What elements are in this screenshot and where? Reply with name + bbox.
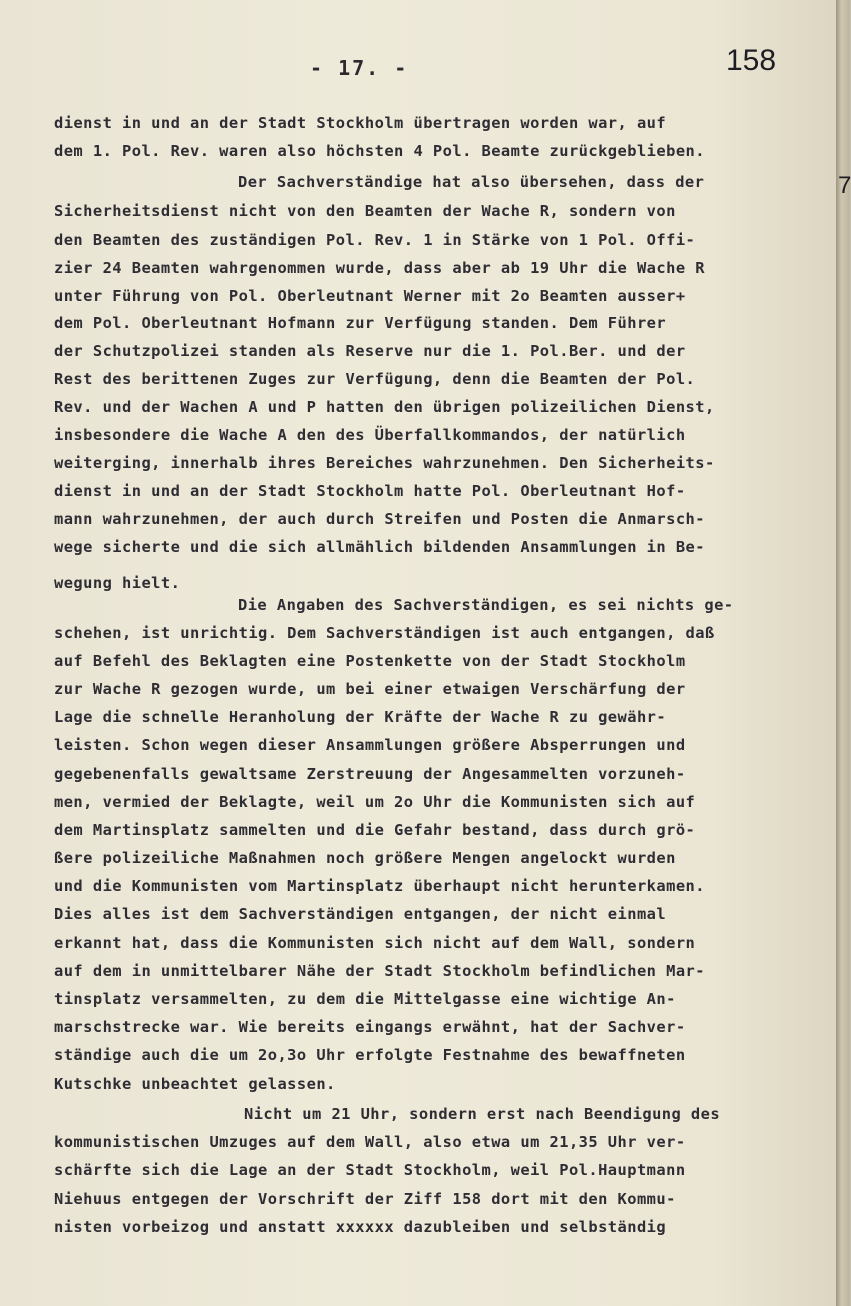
text-line: tinsplatz versammelten, zu dem die Mittelgasse eine wichtige An- xyxy=(54,990,676,1008)
text-line: der Schutzpolizei standen als Reserve nur die 1. Pol.Ber. und der xyxy=(54,342,686,360)
text-line: kommunistischen Umzuges auf dem Wall, also etwa um 21,35 Uhr ver- xyxy=(54,1133,686,1151)
text-line: wegung hielt. xyxy=(54,574,181,592)
text-line: auf dem in unmittelbarer Nähe der Stadt Stockholm befindlichen Mar- xyxy=(54,962,705,980)
text-line: Sicherheitsdienst nicht von den Beamten der Wache R, sondern von xyxy=(54,202,676,220)
text-line: dienst in und an der Stadt Stockholm hatte Pol. Oberleutnant Hof- xyxy=(54,482,686,500)
text-line: insbesondere die Wache A den des Überfallkommandos, der natürlich xyxy=(54,426,686,444)
text-line: Lage die schnelle Heranholung der Kräfte der Wache R zu gewähr- xyxy=(54,708,667,726)
text-line: Dies alles ist dem Sachverständigen entgangen, der nicht einmal xyxy=(54,905,667,923)
text-line: unter Führung von Pol. Oberleutnant Werner mit 2o Beamten ausser+ xyxy=(54,287,686,305)
text-line: zier 24 Beamten wahrgenommen wurde, dass aber ab 19 Uhr die Wache R xyxy=(54,259,705,277)
text-line: Der Sachverständige hat also übersehen, dass der xyxy=(238,173,705,191)
page-number: - 17. - xyxy=(310,56,409,80)
text-line: dem 1. Pol. Rev. waren also höchsten 4 Pol. Beamte zurückgeblieben. xyxy=(54,142,705,160)
text-line: ßere polizeiliche Maßnahmen noch größere Mengen angelockt wurden xyxy=(54,849,676,867)
text-line: Die Angaben des Sachverständigen, es sei nichts ge- xyxy=(238,596,734,614)
text-line: men, vermied der Beklagte, weil um 2o Uhr die Kommunisten sich auf xyxy=(54,793,696,811)
text-line: gegebenenfalls gewaltsame Zerstreuung der Angesammelten vorzuneh- xyxy=(54,765,686,783)
text-line: Nicht um 21 Uhr, sondern erst nach Beendigung des xyxy=(244,1105,721,1123)
text-line: Rev. und der Wachen A und P hatten den übrigen polizeilichen Dienst, xyxy=(54,398,715,416)
text-line: Rest des berittenen Zuges zur Verfügung, denn die Beamten der Pol. xyxy=(54,370,696,388)
folio-number: 158 xyxy=(726,44,777,77)
text-line: den Beamten des zuständigen Pol. Rev. 1 in Stärke von 1 Pol. Offi- xyxy=(54,231,696,249)
text-line: dem Martinsplatz sammelten und die Gefahr bestand, dass durch grö- xyxy=(54,821,696,839)
text-line: dem Pol. Oberleutnant Hofmann zur Verfügung standen. Dem Führer xyxy=(54,314,667,332)
text-line: nisten vorbeizog und anstatt xxxxxx dazubleiben und selbständig xyxy=(54,1218,667,1236)
text-line: leisten. Schon wegen dieser Ansammlungen größere Absperrungen und xyxy=(54,736,686,754)
text-line: weiterging, innerhalb ihres Bereiches wahrzunehmen. Den Sicherheits- xyxy=(54,454,715,472)
text-line: erkannt hat, dass die Kommunisten sich nicht auf dem Wall, sondern xyxy=(54,934,696,952)
text-line: ständige auch die um 2o,3o Uhr erfolgte Festnahme des bewaffneten xyxy=(54,1046,686,1064)
text-line: dienst in und an der Stadt Stockholm übertragen worden war, auf xyxy=(54,114,667,132)
text-line: Niehuus entgegen der Vorschrift der Ziff 158 dort mit den Kommu- xyxy=(54,1190,676,1208)
margin-mark: 7 xyxy=(838,172,851,199)
text-line: schärfte sich die Lage an der Stadt Stockholm, weil Pol.Hauptmann xyxy=(54,1161,686,1179)
text-line: marschstrecke war. Wie bereits eingangs erwähnt, hat der Sachver- xyxy=(54,1018,686,1036)
text-line: mann wahrzunehmen, der auch durch Streifen und Posten die Anmarsch- xyxy=(54,510,705,528)
text-line: schehen, ist unrichtig. Dem Sachverständigen ist auch entgangen, daß xyxy=(54,624,715,642)
text-line: auf Befehl des Beklagten eine Postenkette von der Stadt Stockholm xyxy=(54,652,686,670)
text-line: Kutschke unbeachtet gelassen. xyxy=(54,1075,336,1093)
text-line: zur Wache R gezogen wurde, um bei einer etwaigen Verschärfung der xyxy=(54,680,686,698)
text-line: wege sicherte und die sich allmählich bildenden Ansammlungen in Be- xyxy=(54,538,705,556)
text-line: und die Kommunisten vom Martinsplatz überhaupt nicht herunterkamen. xyxy=(54,877,705,895)
